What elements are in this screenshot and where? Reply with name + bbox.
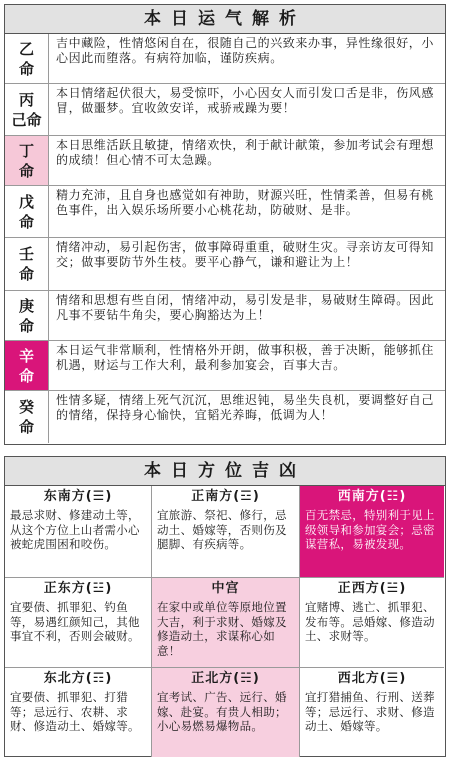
- row-text: 情绪冲动，易引起伤害，做事障碍重重，破财生灾。寻亲访友可得知交；做事要防节外生枝。要平心静气，谦和避让为上！: [56, 240, 435, 269]
- direction-text: 宜旅游、祭祀、修行，忌动土、婚嫁等，否则伤及腿脚、有疾病等。: [157, 508, 287, 551]
- row-label: 丁 命: [5, 136, 49, 185]
- direction-text: 百无禁忌，特别利于见上级领导和参加宴会；忌密谋营私，易被发现。: [305, 508, 435, 551]
- direction-south: [152, 486, 300, 578]
- daily-fortune-panel: [4, 4, 446, 445]
- direction-name: 正北方(☵): [191, 671, 260, 686]
- direction-name: 西南方(☷): [337, 489, 407, 504]
- row-text: 吉中藏险，性情悠闲自在，很随自己的兴致来办事，异性缘很好，小心因此而堕落。有病符加临，谨防疾病。: [56, 36, 435, 65]
- fortune-row-geng: [5, 291, 445, 341]
- row-text: 精力充沛，且自身也感觉如有神助，财源兴旺，性情柔善，但易有桃色事件，出入娱乐场所要小心桃花劫，防破财、是非。: [56, 188, 435, 217]
- direction-northwest: [300, 668, 444, 757]
- direction-text: 在家中或单位等原地位置大吉，利于求财、婚嫁及修造动土，求谋称心如意！: [157, 600, 287, 658]
- row-text: 情绪和思想有些自闭，情绪冲动，易引发是非，易破财生障碍。因此凡事不要钻牛角尖，要心胸豁达为上！: [56, 293, 435, 322]
- row-label: 壬 命: [5, 238, 49, 290]
- direction-name: 东北方(☶): [43, 671, 113, 686]
- fortune-row-gui: [5, 391, 445, 443]
- fortune-row-wu: [5, 186, 445, 238]
- direction-text: 宜要债、抓罪犯、打猎等；忌远行、农耕、求财、修造动土、婚嫁等。: [10, 690, 140, 733]
- row-label: 庚 命: [5, 291, 49, 340]
- direction-west: [300, 578, 444, 668]
- direction-title: 本日方位吉凶: [5, 457, 445, 486]
- direction-text: 宜打猎捕鱼、行刑、送葬等；忌远行、求财、修造动土、婚嫁等。: [305, 690, 435, 733]
- fortune-row-ren: [5, 238, 445, 291]
- direction-name: 正西方(☱): [337, 581, 407, 596]
- row-label: 丙 己命: [5, 84, 49, 135]
- direction-center: [152, 578, 300, 668]
- fortune-row-yi: [5, 34, 445, 84]
- direction-text: 宜赌博、逃亡、抓罪犯、发布等。忌婚嫁、修造动土、求财等。: [305, 600, 435, 643]
- row-text: 性情多疑，情绪上死气沉沉，思维迟钝，易坐失良机，要调整好自己的情绪，保持身心愉快，宜韬光养晦，低调为人！: [56, 393, 435, 422]
- direction-southwest: [300, 486, 444, 578]
- direction-text: 最忌求财、修建动土等，从这个方位上山者需小心被蛇虎围困和咬伤。: [10, 508, 140, 551]
- daily-fortune-title: 本日运气解析: [5, 5, 445, 34]
- direction-east: [5, 578, 152, 668]
- direction-name: 正东方(☳): [43, 581, 113, 596]
- direction-name: 正南方(☲): [191, 489, 260, 504]
- row-label: 辛 命: [5, 341, 49, 390]
- fortune-row-ding: [5, 136, 445, 186]
- row-label: 癸 命: [5, 391, 49, 443]
- row-text: 本日思维活跃且敏捷，情绪欢快，利于献计献策，参加考试会有理想的成绩！但心情不可太急躁。: [56, 138, 435, 167]
- direction-name: 东南方(☰): [43, 489, 113, 504]
- direction-name: 中宫: [211, 581, 240, 596]
- row-text: 本日情绪起伏很大，易受惊吓，小心因女人而引发口舌是非，伤风感冒，做噩梦。宜收敛安详，戒骄戒躁为要！: [56, 86, 435, 115]
- direction-grid: [5, 486, 445, 757]
- direction-text: 宜考试、广告、远行、婚嫁、赴宴。有贵人相助；小心易燃易爆物品。: [157, 690, 287, 733]
- direction-panel: [4, 456, 446, 757]
- direction-northeast: [5, 668, 152, 757]
- fortune-row-xin: [5, 341, 445, 391]
- row-text: 本日运气非常顺利，性情格外开朗，做事积极，善于决断，能够抓住机遇，财运与工作大利，最利参加宴会，百事大吉。: [56, 343, 435, 372]
- direction-southeast: [5, 486, 152, 578]
- direction-north: [152, 668, 300, 757]
- fortune-row-bingji: [5, 84, 445, 136]
- direction-text: 宜要债、抓罪犯、钓鱼等，易遇红颜知己，其他事宜不利，否则会破财。: [10, 600, 140, 643]
- row-label: 乙 命: [5, 34, 49, 83]
- row-label: 戊 命: [5, 186, 49, 237]
- direction-name: 西北方(☰): [337, 671, 407, 686]
